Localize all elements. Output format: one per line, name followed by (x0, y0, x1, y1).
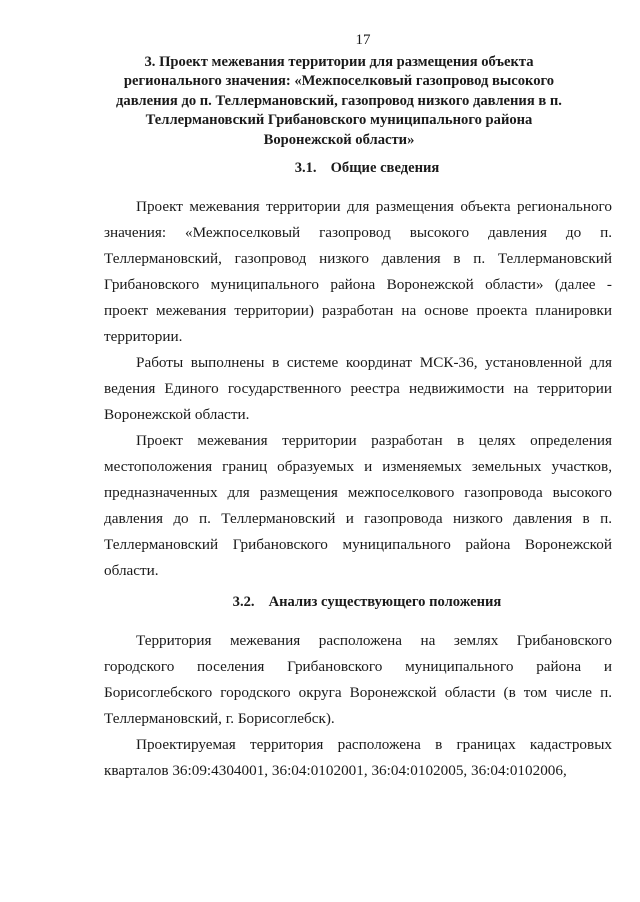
subsection-heading-analysis (104, 594, 612, 611)
paragraph: Проект межевания территории для размещения объекта регионального значения: «Межпоселковый газопровод высокого давления до п. Теллермановский, газопровод низкого давления в п. Теллермановский Грибановского муниципального района Воронежской области» (далее - проект межевания территории) разработан на основе проекта планировки территории. (104, 198, 612, 345)
paragraph: Проект межевания территории разработан в целях определения местоположения границ образуемых и изменяемых земельных участков, предназначенных для размещения межпоселкового газопровода высокого давления до п. Теллермановский и газопровода низкого давления в п. Теллермановский Грибановского муниципального района Воронежской области. (104, 432, 612, 579)
subsection-title: Анализ существующего положения (268, 594, 502, 610)
subsection-number: 3.2. (232, 594, 255, 610)
subsection-body-general (104, 194, 612, 584)
page-number: 17 (355, 32, 371, 48)
paragraph: Территория межевания расположена на землях Грибановского городского поселения Грибановского муниципального района и Борисоглебского городского округа Воронежской области (в том числе п. Теллермановский, г. Борисоглебск). (104, 632, 612, 727)
subsection-number: 3.1. (294, 160, 317, 176)
paragraph: Работы выполнены в системе координат МСК-36, установленной для ведения Единого государственного реестра недвижимости на территории Воронежской области. (104, 354, 612, 423)
paragraph: Проектируемая территория расположена в границах кадастровых кварталов 36:09:4304001, 36:04:0102001, 36:04:0102005, 36:04:0102006, (104, 736, 612, 779)
subsection-body-analysis (104, 628, 612, 784)
section-title: 3. Проект межевания территории для размещения объекта регионального значения: «Межпоселковый газопровод высокого давления до п. Теллермановский, газопровод низкого давления в п. Теллермановский Грибановского муниципального района Воронежской области» (116, 54, 562, 148)
subsection-title: Общие сведения (330, 160, 440, 176)
subsection-heading-general (104, 160, 612, 177)
